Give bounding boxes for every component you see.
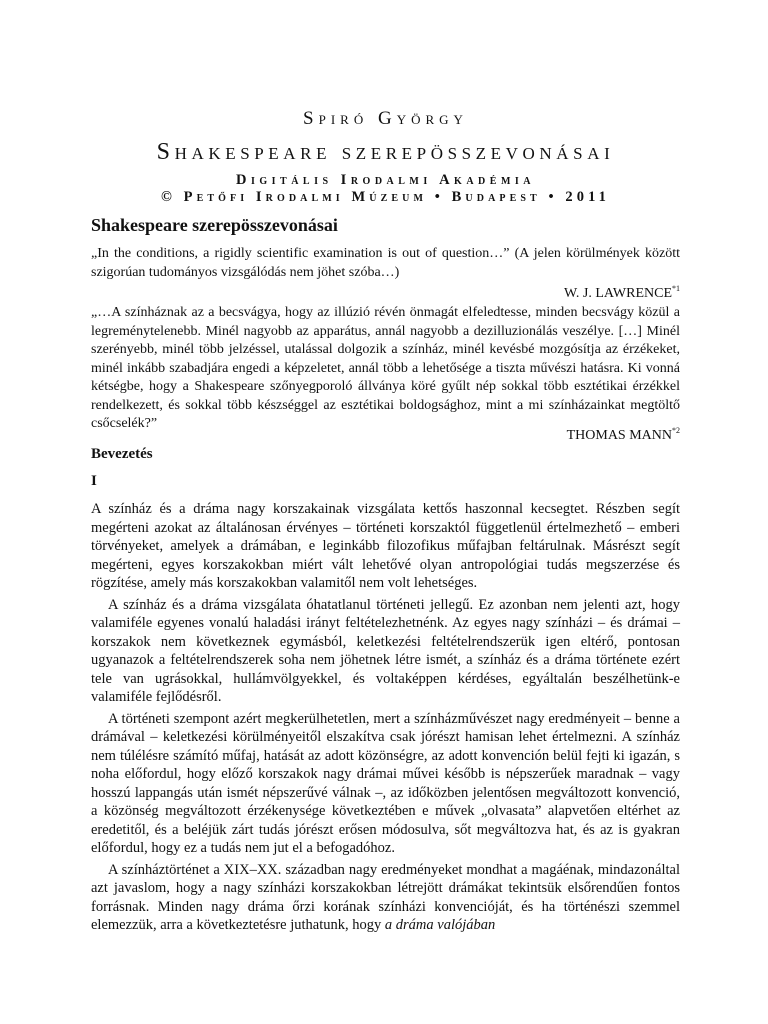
paragraph-4-text: A színháztörténet a XIX–XX. században nagy eredményeket mondhat a magáénak, mindazonáltal azt javaslom, hogy a nagy színházi korszakokban létrejött drámákat tekintsük elsőrendűen fontos forrásnak. Minden nagy dráma őrzi korának színházi konvencióját, és ha történészi szemmel elemezzük, arra a következtetésre juthatunk, hogy — [91, 861, 680, 933]
paragraph-2: A színház és a dráma vizsgálata óhatatlanul történeti jellegű. Ez azonban nem jelenti azt, hogy valamiféle egyenes vonalú haladási irányt feltételezhetnénk. Az egyes nagy színházi – és drámai – korszakok nem következnek egymásból, keletkezési feltételrendszerük igen eltérő, pontosan ugyanazok a feltételrendszerek soha nem jöhetnek létre ismét, a színház és a dráma története ezért tele van ugrásokkal, hullámvölgyekkel, és voltaképpen kérdéses, egyáltalán beszélhetünk-e valamiféle fejlődésről. — [91, 596, 680, 705]
publisher-line-2: © Petőfi Irodalmi Múzeum • Budapest • 2011 — [160, 189, 611, 205]
section-number: I — [91, 473, 97, 489]
book-title: Shakespeare szerepösszevonásai — [156, 139, 615, 165]
document-heading: Shakespeare szerepösszevonásai — [91, 215, 338, 235]
paragraph-3: A történeti szempont azért megkerülhetetlen, mert a színházművészet nagy eredményeit – benne a drámával – keletkezési körülményeitől elszakítva csak jórészt hamisan lehet értelmezni. A színház nem túlélésre számító műfaj, hatását az adott közönségre, az adott konvención belül fejti ki igazán, s noha előfordul, hogy előző korszakok nagy drámai művei később is népszerűek maradnak – vagy hosszú lappangás után ismét népszerűvé válnak –, az időközben jelentősen megváltozott konvenció, a közönség megváltozott érzékenysége következtében e művek „olvasata” alapvetően eltérhet az eredetitől, és a beléjük zárt tudás jórészt erősen módosulva, sőt megváltozva hat, és az is gyakran előfordul, hogy ez a tudás nem jut el a befogadóhoz. — [91, 710, 680, 856]
paragraph-4-italic: a dráma valójában — [384, 917, 496, 933]
author-name: Spiró György — [303, 108, 468, 129]
publisher-line-1: Digitális Irodalmi Akadémia — [236, 172, 535, 188]
section-heading: Bevezetés — [91, 446, 153, 462]
paragraph-1: A színház és a dráma nagy korszakainak vizsgálata kettős haszonnal kecsegtet. Részben segít megérteni azokat az általánosan érvényes – történeti korszaktól függetlenül értelmezhető – emberi törvényeket, amelyek a drámában, e leginkább filozofikus műfajban feltárulnak. Másrészt segít megérteni, egyes korszakokban miért vált lehetővé olyan antropológiai tudás megszerzése és rögzítése, amely más korszakokban valamitől nem volt lehetséges. — [91, 501, 680, 591]
footnote-ref-1[interactable]: *1 — [672, 284, 680, 293]
epigraph-1-author: W. J. LAWRENCE — [563, 286, 672, 301]
epigraph-1-text: „In the conditions, a rigidly scientific examination is out of question…” (A jelen körülmények között szigorúan tudományos vizsgálódás nem jöhet szóba…) — [91, 246, 680, 280]
body-text — [91, 500, 680, 938]
epigraph-2-text: „…A színháznak az a becsvágya, hogy az illúzió révén önmagát elfeledtesse, minden becsvágy közül a legreménytelenebb. Minél nagyobb az apparátus, annál nagyobb a dezilluzionálás veszélye. […] Minél szerényebb, minél több jelzéssel, utalással dolgozik a színház, minél kevésbé mozgósítja az érzékeket, minél inkább szabadjára engedi a képzeletet, annál több a lehetősége a tiszta művészi hatásra. Ki vonná kétségbe, hogy a Shakespeare szőnyegporoló állványa köré gyűlt nép sokkal több esztétikai érzékkel rendelkezett, és sokkal több készséggel az esztétikai boldogsághoz, mint a mi színházainkat megtöltő csőcselék?” — [91, 305, 680, 431]
epigraph-1-attribution — [564, 284, 680, 302]
epigraph-2-attribution — [567, 426, 680, 444]
epigraph-2-author: THOMAS MANN — [566, 428, 672, 443]
footnote-ref-2[interactable]: *2 — [672, 426, 680, 435]
paragraph-4 — [91, 861, 680, 935]
